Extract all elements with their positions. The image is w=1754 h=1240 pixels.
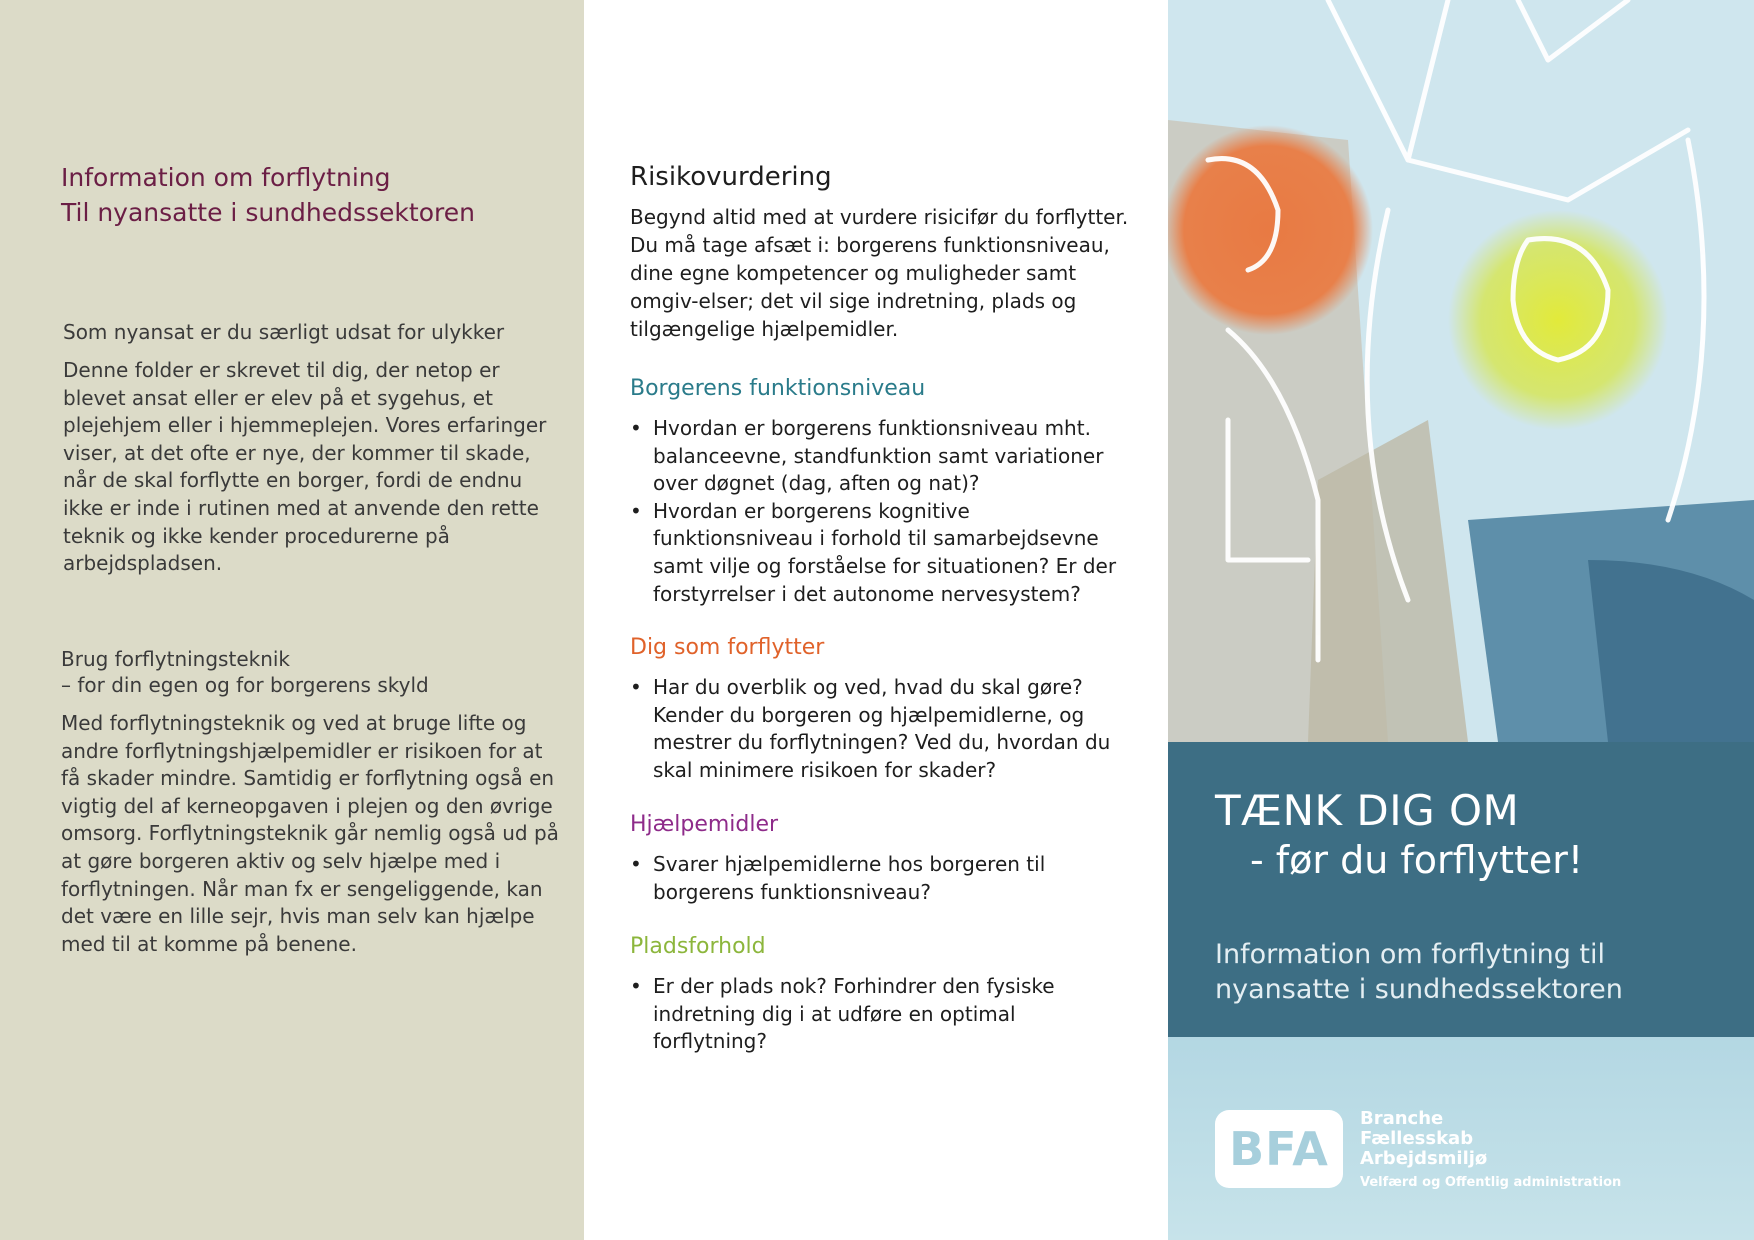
section-title-space: Pladsforhold: [630, 934, 766, 959]
bfa-logo-text: [1360, 1109, 1621, 1193]
paragraph-technique: Med forflytningsteknik og ved at bruge lifte og andre forflytningshjælpemidler er risikoen for at få skader mindre. Samtidig er forflytning også en vigtig del af kerneopgaven i plejen og den øvrige omsorg. Forflytningsteknik går nemlig også ud på at gøre borgeren aktiv og selv hjælpe med i forflytningen. Når man fx er sengeliggende, kan det være en lille sejr, hvis man selv kan hjælpe med til at komme på benene.: [61, 711, 559, 956]
section-list-citizen: [630, 415, 1130, 608]
cover-banner: [1168, 742, 1754, 1037]
brochure-title: [61, 160, 475, 230]
section-list-mover: [630, 674, 1130, 784]
bfa-logo-mark: BFA: [1229, 1122, 1329, 1176]
list-item: • Hvordan er borgerens kognitive funktionsniveau i forhold til samarbejdsevne samt vilje og forståelse for situationen? Er der forstyrrelser i det autonome nervesystem?: [630, 498, 1130, 608]
list-item: • Er der plads nok? Forhindrer den fysiske indretning dig i at udføre en optimal forflytning?: [630, 973, 1130, 1056]
title-line-1: Information om forflytning: [61, 163, 391, 192]
left-panel: [0, 0, 584, 1240]
list-item: • Svarer hjælpemidlerne hos borgeren til borgerens funktionsniveau?: [630, 851, 1130, 906]
logo-line-3: Arbejdsmiljø: [1360, 1148, 1488, 1169]
right-panel: [1168, 0, 1754, 1240]
section-title-aids: Hjælpemidler: [630, 812, 779, 837]
caregiver-head-shape: [1168, 125, 1373, 335]
patient-legs-shade: [1588, 560, 1754, 742]
bfa-logo: [1215, 1110, 1343, 1188]
logo-line-2: Fællesskab: [1360, 1128, 1474, 1149]
subheading-newly-hired: Som nyansat er du særligt udsat for ulykker: [63, 320, 505, 344]
logo-line-1: Branche: [1360, 1108, 1444, 1129]
section-title-citizen: Borgerens funktionsniveau: [630, 376, 926, 401]
patient-head-glow: [1448, 210, 1668, 430]
section-list-space: [630, 973, 1130, 1056]
list-item: • Hvordan er borgerens funktionsniveau mht. balanceevne, standfunktion samt variationer over døgnet (dag, aften og nat)?: [630, 415, 1130, 498]
section-title-mover: Dig som forflytter: [630, 635, 825, 660]
subheading-technique: [61, 646, 429, 698]
middle-panel: [584, 0, 1168, 1240]
subheading-technique-line-2: – for din egen og for borgerens skyld: [61, 673, 429, 697]
section-list-aids: [630, 851, 1130, 906]
cover-description: Information om forflytning til nyansatte i sundhedssektoren: [1215, 939, 1623, 1005]
risk-assessment-heading: Risikovurdering: [630, 162, 832, 192]
cover-illustration: [1168, 0, 1754, 742]
title-line-2: Til nyansatte i sundhedssektoren: [61, 198, 475, 227]
cover-subtitle: - før du forflytter!: [1250, 838, 1584, 882]
list-item: • Har du overblik og ved, hvad du skal gøre? Kender du borgeren og hjælpemidlerne, og mestrer du forflytningen? Ved du, hvordan du skal minimere risikoen for skader?: [630, 674, 1130, 784]
risk-assessment-intro: Begynd altid med at vurdere risicifør du forflytter. Du må tage afsæt i: borgerens funktionsniveau, dine egne kompetencer og muligheder samt omgiv-elser; det vil sige indretning, plads og tilgængelige hjælpemidler.: [630, 205, 1129, 341]
paragraph-intro: Denne folder er skrevet til dig, der netop er blevet ansat eller er elev på et sygehus, et plejehjem eller i hjemmeplejen. Vores erfaringer viser, at det ofte er nye, der kommer til skade, når de skal forflytte en borger, fordi de endnu ikke er inde i rutinen med at anvende den rette teknik og ikke kender procedurerne på arbejdspladsen.: [63, 358, 547, 576]
subheading-technique-line-1: Brug forflytningsteknik: [61, 647, 291, 671]
cover-title: TÆNK DIG OM: [1215, 786, 1520, 835]
logo-line-4: Velfærd og Offentlig administration: [1360, 1175, 1622, 1190]
